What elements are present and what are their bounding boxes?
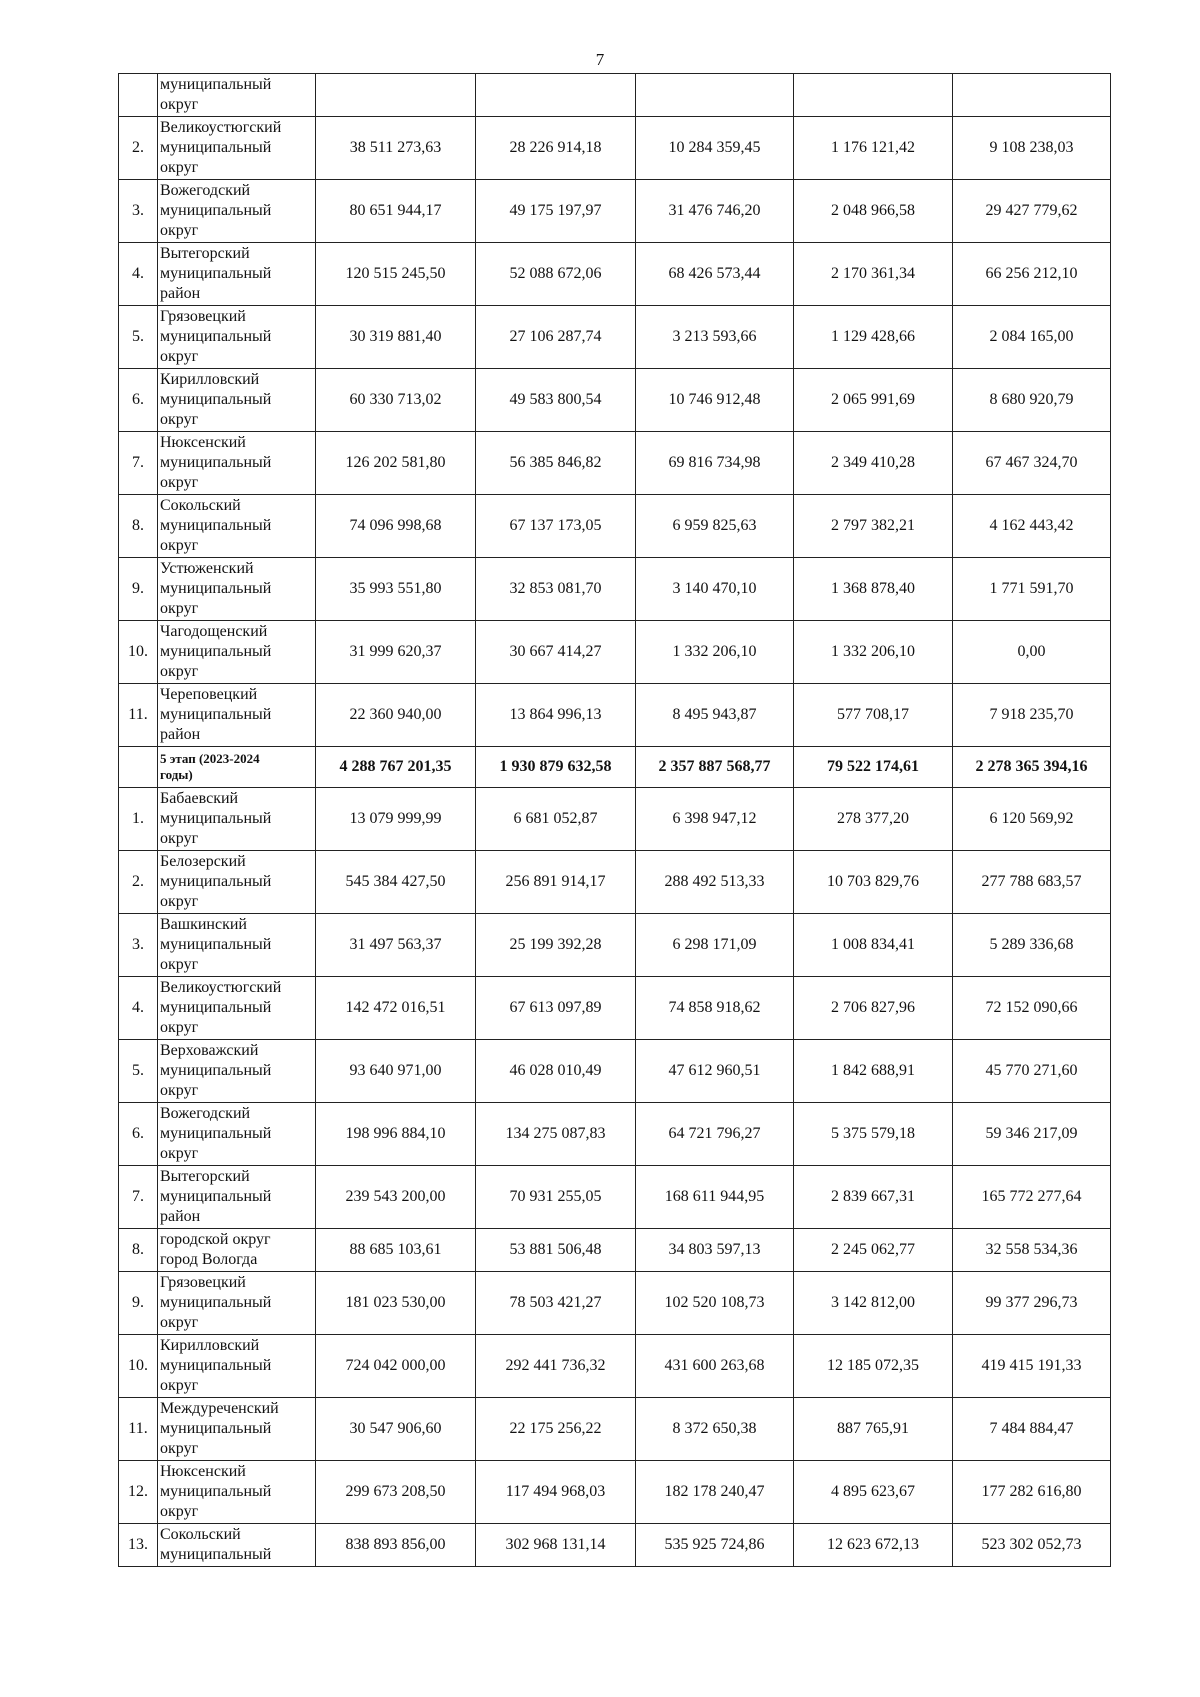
- amount-col-4: 278 377,20: [794, 788, 953, 851]
- amount-col-2: 25 199 392,28: [476, 914, 636, 977]
- amount-col-5: 9 108 238,03: [953, 117, 1111, 180]
- municipality-name: Вожегодский муниципальный округ: [158, 1103, 316, 1166]
- amount-col-4: 10 703 829,76: [794, 851, 953, 914]
- amount-col-5: 5 289 336,68: [953, 914, 1111, 977]
- row-number: 3.: [119, 914, 158, 977]
- municipality-name: Бабаевский муниципальный округ: [158, 788, 316, 851]
- amount-col-1: 93 640 971,00: [316, 1040, 476, 1103]
- municipality-name: Верховажский муниципальный округ: [158, 1040, 316, 1103]
- table-row: [119, 977, 1111, 1040]
- amount-col-3: 74 858 918,62: [636, 977, 794, 1040]
- row-number: 1.: [119, 788, 158, 851]
- row-number: [119, 74, 158, 117]
- amount-col-4: 2 839 667,31: [794, 1166, 953, 1229]
- amount-col-5: 523 302 052,73: [953, 1524, 1111, 1567]
- row-number: 9.: [119, 1272, 158, 1335]
- amount-col-4: 1 332 206,10: [794, 621, 953, 684]
- row-number: 11.: [119, 1398, 158, 1461]
- amount-col-3: 182 178 240,47: [636, 1461, 794, 1524]
- amount-col-4: 1 842 688,91: [794, 1040, 953, 1103]
- amount-col-2: 32 853 081,70: [476, 558, 636, 621]
- table-row: [119, 1229, 1111, 1272]
- amount-col-5: [953, 74, 1111, 117]
- row-number: 5.: [119, 1040, 158, 1103]
- amount-col-4: 5 375 579,18: [794, 1103, 953, 1166]
- amount-col-5: 7 918 235,70: [953, 684, 1111, 747]
- amount-col-5: 66 256 212,10: [953, 243, 1111, 306]
- amount-col-1: 181 023 530,00: [316, 1272, 476, 1335]
- amount-col-5: 45 770 271,60: [953, 1040, 1111, 1103]
- municipality-name: Череповецкий муниципальный район: [158, 684, 316, 747]
- amount-col-1: 80 651 944,17: [316, 180, 476, 243]
- amount-col-4: 2 349 410,28: [794, 432, 953, 495]
- stage-total-row: [119, 747, 1111, 788]
- amount-col-1: 13 079 999,99: [316, 788, 476, 851]
- amount-col-1: 142 472 016,51: [316, 977, 476, 1040]
- funding-table: [118, 73, 1111, 1567]
- table-row: [119, 369, 1111, 432]
- row-number: 7.: [119, 432, 158, 495]
- amount-col-5: 67 467 324,70: [953, 432, 1111, 495]
- amount-col-5: 4 162 443,42: [953, 495, 1111, 558]
- amount-col-3: 69 816 734,98: [636, 432, 794, 495]
- table-row: [119, 684, 1111, 747]
- amount-col-3: 8 372 650,38: [636, 1398, 794, 1461]
- amount-col-5: 32 558 534,36: [953, 1229, 1111, 1272]
- municipality-name: Грязовецкий муниципальный округ: [158, 1272, 316, 1335]
- amount-col-1: 31 497 563,37: [316, 914, 476, 977]
- amount-col-1: 74 096 998,68: [316, 495, 476, 558]
- amount-col-4: 2 797 382,21: [794, 495, 953, 558]
- municipality-name: Сокольский муниципальный: [158, 1524, 316, 1567]
- amount-col-5: 8 680 920,79: [953, 369, 1111, 432]
- amount-col-5: 177 282 616,80: [953, 1461, 1111, 1524]
- amount-col-3: 34 803 597,13: [636, 1229, 794, 1272]
- municipality-name: Чагодощенский муниципальный округ: [158, 621, 316, 684]
- amount-col-4: 2 048 966,58: [794, 180, 953, 243]
- amount-col-2: 292 441 736,32: [476, 1335, 636, 1398]
- amount-col-3: 3 140 470,10: [636, 558, 794, 621]
- amount-col-2: 256 891 914,17: [476, 851, 636, 914]
- municipality-name: Белозерский муниципальный округ: [158, 851, 316, 914]
- table-row: [119, 788, 1111, 851]
- amount-col-3: 288 492 513,33: [636, 851, 794, 914]
- table-row: [119, 1524, 1111, 1567]
- amount-col-3: 10 746 912,48: [636, 369, 794, 432]
- row-number: 6.: [119, 369, 158, 432]
- table-row: [119, 558, 1111, 621]
- amount-col-3: 68 426 573,44: [636, 243, 794, 306]
- row-number: 6.: [119, 1103, 158, 1166]
- municipality-name: Вытегорский муниципальный район: [158, 1166, 316, 1229]
- amount-col-3: 535 925 724,86: [636, 1524, 794, 1567]
- amount-col-1: 35 993 551,80: [316, 558, 476, 621]
- amount-col-4: 2 706 827,96: [794, 977, 953, 1040]
- table-row: [119, 1461, 1111, 1524]
- table-row: [119, 621, 1111, 684]
- municipality-name: муниципальный округ: [158, 74, 316, 117]
- amount-col-1: 239 543 200,00: [316, 1166, 476, 1229]
- amount-col-4: 4 895 623,67: [794, 1461, 953, 1524]
- row-number: [119, 747, 158, 788]
- municipality-name: Великоустюгский муниципальный округ: [158, 117, 316, 180]
- municipality-name: Великоустюгский муниципальный округ: [158, 977, 316, 1040]
- amount-col-3: 3 213 593,66: [636, 306, 794, 369]
- table-row: [119, 74, 1111, 117]
- amount-col-2: 302 968 131,14: [476, 1524, 636, 1567]
- row-number: 10.: [119, 1335, 158, 1398]
- amount-col-4: 1 176 121,42: [794, 117, 953, 180]
- row-number: 10.: [119, 621, 158, 684]
- table-row: [119, 243, 1111, 306]
- amount-col-1: 4 288 767 201,35: [316, 747, 476, 788]
- amount-col-3: 64 721 796,27: [636, 1103, 794, 1166]
- amount-col-1: 60 330 713,02: [316, 369, 476, 432]
- row-number: 4.: [119, 243, 158, 306]
- amount-col-1: 120 515 245,50: [316, 243, 476, 306]
- amount-col-1: 88 685 103,61: [316, 1229, 476, 1272]
- amount-col-5: 29 427 779,62: [953, 180, 1111, 243]
- amount-col-3: 102 520 108,73: [636, 1272, 794, 1335]
- amount-col-5: 419 415 191,33: [953, 1335, 1111, 1398]
- municipality-name: Вытегорский муниципальный район: [158, 243, 316, 306]
- row-number: 13.: [119, 1524, 158, 1567]
- amount-col-2: 1 930 879 632,58: [476, 747, 636, 788]
- amount-col-4: 1 129 428,66: [794, 306, 953, 369]
- table-row: [119, 117, 1111, 180]
- amount-col-3: 2 357 887 568,77: [636, 747, 794, 788]
- amount-col-3: 431 600 263,68: [636, 1335, 794, 1398]
- amount-col-4: 12 185 072,35: [794, 1335, 953, 1398]
- table-row: [119, 1335, 1111, 1398]
- amount-col-4: 887 765,91: [794, 1398, 953, 1461]
- amount-col-4: 1 008 834,41: [794, 914, 953, 977]
- amount-col-2: 30 667 414,27: [476, 621, 636, 684]
- municipality-name: Сокольский муниципальный округ: [158, 495, 316, 558]
- amount-col-4: 1 368 878,40: [794, 558, 953, 621]
- amount-col-2: 49 175 197,97: [476, 180, 636, 243]
- amount-col-5: 1 771 591,70: [953, 558, 1111, 621]
- table-row: [119, 1398, 1111, 1461]
- table-row: [119, 180, 1111, 243]
- amount-col-3: 10 284 359,45: [636, 117, 794, 180]
- amount-col-1: 31 999 620,37: [316, 621, 476, 684]
- row-number: 12.: [119, 1461, 158, 1524]
- amount-col-3: 1 332 206,10: [636, 621, 794, 684]
- municipality-name: Грязовецкий муниципальный округ: [158, 306, 316, 369]
- amount-col-5: 2 084 165,00: [953, 306, 1111, 369]
- table-row: [119, 1166, 1111, 1229]
- amount-col-2: 78 503 421,27: [476, 1272, 636, 1335]
- row-number: 5.: [119, 306, 158, 369]
- municipality-name: Кирилловский муниципальный округ: [158, 369, 316, 432]
- amount-col-4: 2 170 361,34: [794, 243, 953, 306]
- amount-col-1: 838 893 856,00: [316, 1524, 476, 1567]
- amount-col-1: 299 673 208,50: [316, 1461, 476, 1524]
- amount-col-5: 6 120 569,92: [953, 788, 1111, 851]
- row-number: 2.: [119, 851, 158, 914]
- amount-col-5: 0,00: [953, 621, 1111, 684]
- municipality-name: Междуреченский муниципальный округ: [158, 1398, 316, 1461]
- amount-col-2: 117 494 968,03: [476, 1461, 636, 1524]
- amount-col-3: 8 495 943,87: [636, 684, 794, 747]
- amount-col-5: 99 377 296,73: [953, 1272, 1111, 1335]
- amount-col-1: 30 547 906,60: [316, 1398, 476, 1461]
- row-number: 4.: [119, 977, 158, 1040]
- amount-col-1: 126 202 581,80: [316, 432, 476, 495]
- row-number: 8.: [119, 495, 158, 558]
- amount-col-3: 6 298 171,09: [636, 914, 794, 977]
- amount-col-1: 30 319 881,40: [316, 306, 476, 369]
- amount-col-1: 22 360 940,00: [316, 684, 476, 747]
- amount-col-2: 53 881 506,48: [476, 1229, 636, 1272]
- amount-col-4: [794, 74, 953, 117]
- amount-col-5: 7 484 884,47: [953, 1398, 1111, 1461]
- amount-col-5: 165 772 277,64: [953, 1166, 1111, 1229]
- amount-col-4: 3 142 812,00: [794, 1272, 953, 1335]
- amount-col-1: [316, 74, 476, 117]
- amount-col-3: 6 959 825,63: [636, 495, 794, 558]
- amount-col-5: 59 346 217,09: [953, 1103, 1111, 1166]
- amount-col-1: 724 042 000,00: [316, 1335, 476, 1398]
- row-number: 3.: [119, 180, 158, 243]
- amount-col-3: [636, 74, 794, 117]
- municipality-name: Вожегодский муниципальный округ: [158, 180, 316, 243]
- row-number: 7.: [119, 1166, 158, 1229]
- page-number: 7: [595, 50, 605, 69]
- municipality-name: Кирилловский муниципальный округ: [158, 1335, 316, 1398]
- amount-col-3: 168 611 944,95: [636, 1166, 794, 1229]
- amount-col-2: 22 175 256,22: [476, 1398, 636, 1461]
- amount-col-2: [476, 74, 636, 117]
- amount-col-3: 31 476 746,20: [636, 180, 794, 243]
- amount-col-1: 198 996 884,10: [316, 1103, 476, 1166]
- amount-col-1: 545 384 427,50: [316, 851, 476, 914]
- row-number: 9.: [119, 558, 158, 621]
- municipality-name: Устюженский муниципальный округ: [158, 558, 316, 621]
- amount-col-2: 67 613 097,89: [476, 977, 636, 1040]
- amount-col-2: 13 864 996,13: [476, 684, 636, 747]
- amount-col-5: 72 152 090,66: [953, 977, 1111, 1040]
- municipality-name: 5 этап (2023-2024 годы): [158, 747, 316, 788]
- amount-col-3: 47 612 960,51: [636, 1040, 794, 1103]
- table-row: [119, 1103, 1111, 1166]
- amount-col-2: 27 106 287,74: [476, 306, 636, 369]
- amount-col-2: 49 583 800,54: [476, 369, 636, 432]
- table-row: [119, 432, 1111, 495]
- amount-col-5: 2 278 365 394,16: [953, 747, 1111, 788]
- amount-col-2: 70 931 255,05: [476, 1166, 636, 1229]
- row-number: 8.: [119, 1229, 158, 1272]
- amount-col-2: 52 088 672,06: [476, 243, 636, 306]
- amount-col-1: 38 511 273,63: [316, 117, 476, 180]
- table-row: [119, 306, 1111, 369]
- table-row: [119, 851, 1111, 914]
- table-row: [119, 1040, 1111, 1103]
- amount-col-4: 2 065 991,69: [794, 369, 953, 432]
- municipality-name: Нюксенский муниципальный округ: [158, 1461, 316, 1524]
- amount-col-2: 6 681 052,87: [476, 788, 636, 851]
- amount-col-2: 56 385 846,82: [476, 432, 636, 495]
- amount-col-5: 277 788 683,57: [953, 851, 1111, 914]
- amount-col-2: 28 226 914,18: [476, 117, 636, 180]
- table-row: [119, 914, 1111, 977]
- row-number: 11.: [119, 684, 158, 747]
- row-number: 2.: [119, 117, 158, 180]
- amount-col-2: 46 028 010,49: [476, 1040, 636, 1103]
- amount-col-4: 2 245 062,77: [794, 1229, 953, 1272]
- municipality-name: Вашкинский муниципальный округ: [158, 914, 316, 977]
- amount-col-4: 79 522 174,61: [794, 747, 953, 788]
- table-row: [119, 1272, 1111, 1335]
- table-body: [119, 74, 1111, 1567]
- amount-col-4: 12 623 672,13: [794, 1524, 953, 1567]
- amount-col-2: 134 275 087,83: [476, 1103, 636, 1166]
- amount-col-3: 6 398 947,12: [636, 788, 794, 851]
- table-row: [119, 495, 1111, 558]
- amount-col-4: 577 708,17: [794, 684, 953, 747]
- municipality-name: городской округ город Вологда: [158, 1229, 316, 1272]
- municipality-name: Нюксенский муниципальный округ: [158, 432, 316, 495]
- amount-col-2: 67 137 173,05: [476, 495, 636, 558]
